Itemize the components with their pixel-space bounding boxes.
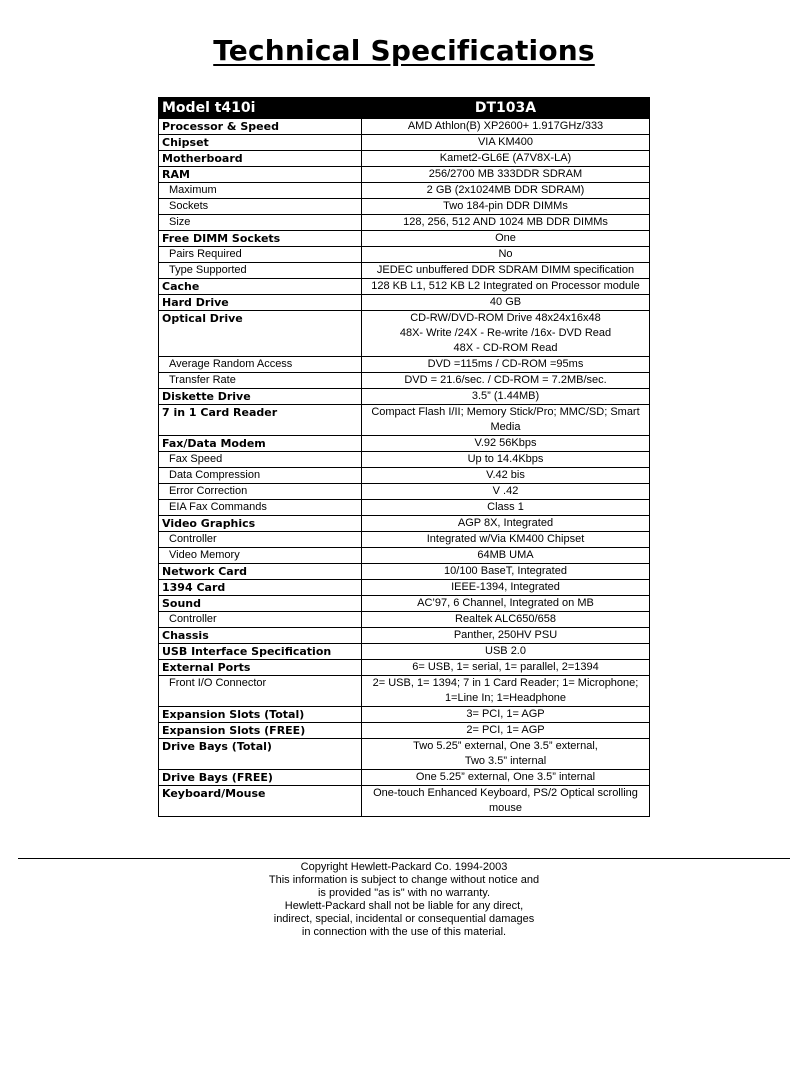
spec-value: 10/100 BaseT, Integrated [362,564,650,580]
spec-value: V .42 [362,484,650,500]
spec-value: USB 2.0 [362,644,650,660]
spec-row [159,215,650,231]
footer-disclaimer [0,861,808,939]
spec-label: Size [159,215,362,231]
spec-label: Expansion Slots (Total) [159,707,362,723]
spec-label: Pairs Required [159,247,362,263]
spec-row [159,676,650,707]
spec-value: Compact Flash I/II; Memory Stick/Pro; MMC/SD; Smart Media [362,405,650,436]
spec-label: USB Interface Specification [159,644,362,660]
spec-value: 3.5” (1.44MB) [362,389,650,405]
spec-label: Video Memory [159,548,362,564]
spec-label: Front I/O Connector [159,676,362,707]
spec-label: Expansion Slots (FREE) [159,723,362,739]
spec-value: 6= USB, 1= serial, 1= parallel, 2=1394 [362,660,650,676]
footer-line: indirect, special, incidental or consequential damages [273,913,535,925]
spec-row [159,452,650,468]
spec-row [159,532,650,548]
spec-label: Chipset [159,135,362,151]
spec-label: 7 in 1 Card Reader [159,405,362,436]
footer-line: in connection with the use of this material. [301,926,507,938]
spec-value: Panther, 250HV PSU [362,628,650,644]
spec-row [159,644,650,660]
spec-row [159,628,650,644]
spec-value: One 5.25” external, One 3.5” internal [362,770,650,786]
spec-row [159,500,650,516]
spec-label: Drive Bays (FREE) [159,770,362,786]
spec-row [159,612,650,628]
spec-value: 40 GB [362,295,650,311]
page-title: Technical Specifications [213,34,595,67]
spec-row [159,516,650,532]
footer-line: Copyright Hewlett-Packard Co. 1994-2003 [300,861,508,873]
spec-row [159,548,650,564]
header-model-value: DT103A [362,98,650,119]
spec-row [159,199,650,215]
spec-label: Video Graphics [159,516,362,532]
spec-value: IEEE-1394, Integrated [362,580,650,596]
spec-value: Realtek ALC650/658 [362,612,650,628]
spec-label: Type Supported [159,263,362,279]
spec-row [159,279,650,295]
footer-line: Hewlett-Packard shall not be liable for any direct, [284,900,524,912]
spec-row [159,263,650,279]
spec-value: AMD Athlon(B) XP2600+ 1.917GHz/333 [362,119,650,135]
spec-table-body [159,98,650,817]
spec-row [159,151,650,167]
spec-row [159,183,650,199]
spec-row [159,564,650,580]
spec-value: Two 5.25” external, One 3.5” external, Two 3.5” internal [362,739,650,770]
spec-label: Controller [159,532,362,548]
spec-label: Network Card [159,564,362,580]
spec-value: 64MB UMA [362,548,650,564]
footer-line: is provided "as is" with no warranty. [317,887,491,899]
spec-label: Free DIMM Sockets [159,231,362,247]
spec-row [159,357,650,373]
spec-row [159,135,650,151]
spec-row [159,231,650,247]
spec-label: Processor & Speed [159,119,362,135]
spec-label: Hard Drive [159,295,362,311]
spec-row [159,707,650,723]
spec-label: Transfer Rate [159,373,362,389]
spec-row [159,405,650,436]
spec-label: Keyboard/Mouse [159,786,362,817]
spec-value: Kamet2-GL6E (A7V8X-LA) [362,151,650,167]
spec-label: Data Compression [159,468,362,484]
spec-row [159,247,650,263]
footer-line: This information is subject to change without notice and [268,874,540,886]
spec-value: DVD =115ms / CD-ROM =95ms [362,357,650,373]
footer-divider [18,858,790,859]
spec-value: DVD = 21.6/sec. / CD-ROM = 7.2MB/sec. [362,373,650,389]
spec-value: 2= PCI, 1= AGP [362,723,650,739]
spec-row [159,770,650,786]
spec-row [159,295,650,311]
spec-value: Two 184-pin DDR DIMMs [362,199,650,215]
spec-row [159,119,650,135]
spec-row [159,596,650,612]
spec-row [159,311,650,357]
spec-value: 256/2700 MB 333DDR SDRAM [362,167,650,183]
spec-value: Integrated w/Via KM400 Chipset [362,532,650,548]
spec-row [159,739,650,770]
spec-row [159,373,650,389]
spec-value: V.42 bis [362,468,650,484]
spec-row [159,660,650,676]
spec-row [159,580,650,596]
spec-label: Maximum [159,183,362,199]
spec-value: 128, 256, 512 AND 1024 MB DDR DIMMs [362,215,650,231]
spec-value: 128 KB L1, 512 KB L2 Integrated on Processor module [362,279,650,295]
spec-value: Up to 14.4Kbps [362,452,650,468]
spec-label: 1394 Card [159,580,362,596]
spec-label: Controller [159,612,362,628]
spec-label: Average Random Access [159,357,362,373]
spec-value: One-touch Enhanced Keyboard, PS/2 Optical scrolling mouse [362,786,650,817]
spec-label: Cache [159,279,362,295]
spec-label: External Ports [159,660,362,676]
spec-label: Sound [159,596,362,612]
spec-row [159,786,650,817]
spec-value: Class 1 [362,500,650,516]
spec-value: 2 GB (2x1024MB DDR SDRAM) [362,183,650,199]
spec-label: Error Correction [159,484,362,500]
spec-row [159,484,650,500]
spec-value: AGP 8X, Integrated [362,516,650,532]
spec-value: V.92 56Kbps [362,436,650,452]
spec-row [159,436,650,452]
spec-label: RAM [159,167,362,183]
spec-row [159,389,650,405]
spec-value: JEDEC unbuffered DDR SDRAM DIMM specification [362,263,650,279]
spec-row [159,167,650,183]
spec-label: Fax/Data Modem [159,436,362,452]
spec-value: 3= PCI, 1= AGP [362,707,650,723]
spec-label: Chassis [159,628,362,644]
spec-table [158,97,650,817]
spec-table-header [159,98,650,119]
spec-label: Drive Bays (Total) [159,739,362,770]
spec-row [159,723,650,739]
spec-value: CD-RW/DVD-ROM Drive 48x24x16x48 48X- Write /24X - Re-write /16x- DVD Read 48X - CD-ROM Read [362,311,650,357]
spec-label: Sockets [159,199,362,215]
header-model: Model t410i [159,98,362,119]
spec-value: VIA KM400 [362,135,650,151]
spec-label: Diskette Drive [159,389,362,405]
spec-label: Motherboard [159,151,362,167]
spec-value: No [362,247,650,263]
spec-row [159,468,650,484]
spec-value: AC’97, 6 Channel, Integrated on MB [362,596,650,612]
spec-value: 2= USB, 1= 1394; 7 in 1 Card Reader; 1= Microphone; 1=Line In; 1=Headphone [362,676,650,707]
spec-label: EIA Fax Commands [159,500,362,516]
spec-value: One [362,231,650,247]
spec-label: Optical Drive [159,311,362,357]
spec-label: Fax Speed [159,452,362,468]
